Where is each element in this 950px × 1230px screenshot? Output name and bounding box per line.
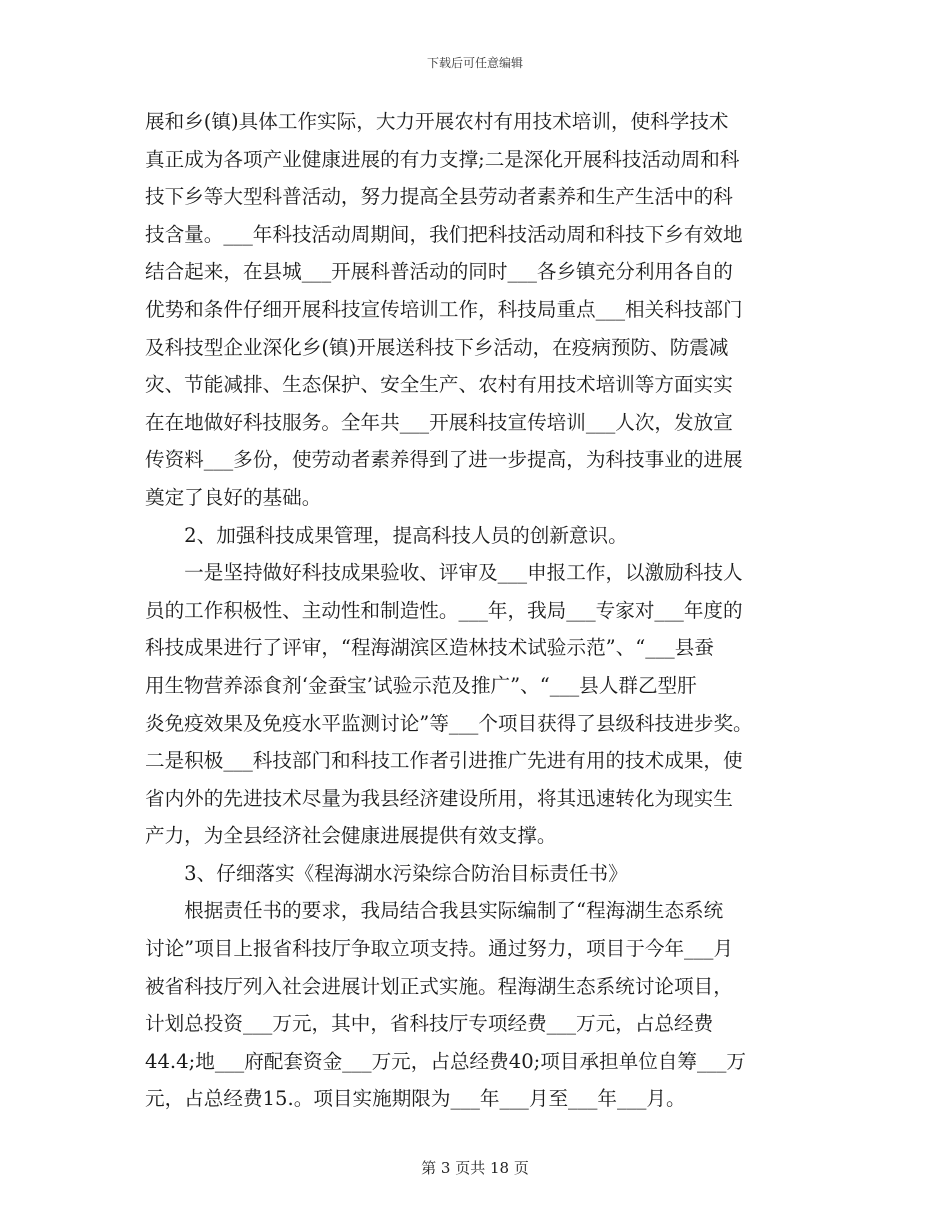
body-line: 结合起来，在县城___开展科普活动的同时___各乡镇充分利用各自的 [145,260,733,284]
body-line: 及科技型企业深化乡(镇)开展送科技下乡活动，在疫病预防、防震减 [145,335,729,359]
body-line: 产力，为全县经济社会健康进展提供有效支撑。 [145,824,557,848]
body-line: 技下乡等大型科普活动，努力提高全县劳动者素养和生产生活中的科 [145,185,733,209]
page-number: 第 3 页共 18 页 [421,1159,529,1177]
body-line: 用生物营养添食剂‘金蚕宝’试验示范及推广”、“___县人群乙型肝 [145,673,697,697]
body-line: 被省科技厅列入社会进展计划正式实施。程海湖生态系统讨论项目， [145,974,733,998]
body-line: 技含量。___年科技活动周期间，我们把科技活动周和科技下乡有效地 [145,222,743,246]
document-body [145,103,815,1118]
body-line: 根据责任书的要求，我局结合我县实际编制了“程海湖生态系统 [145,899,724,923]
body-line: 省内外的先进技术尽量为我县经济建设所用，将其迅速转化为现实生 [145,786,733,810]
body-line: 在在地做好科技服务。全年共___开展科技宣传培训___人次，发放宣 [145,410,733,434]
body-line: 优势和条件仔细开展科技宣传培训工作，科技局重点___相关科技部门 [145,297,743,321]
body-line: 员的工作积极性、主动性和制造性。___年，我局___专家对___年度的 [145,598,743,622]
body-line: 真正成为各项产业健康进展的有力支撑;二是深化开展科技活动周和科 [145,147,740,171]
section-heading: 3、仔细落实《程海湖水污染综合防治目标责任书》 [145,861,628,885]
body-line: 讨论”项目上报省科技厅争取立项支持。通过努力，项目于今年___月 [145,937,734,961]
body-line: 灾、节能减排、生态保护、安全生产、农村有用技术培训等方面实实 [145,373,733,397]
page-header: 下载后可任意编辑 [426,56,523,70]
body-line: 奠定了良好的基础。 [145,485,322,509]
body-line: 计划总投资___万元，其中，省科技厅专项经费___万元，占总经费 [145,1012,714,1036]
body-line: 科技成果进行了评审，“程海湖滨区造林技术试验示范”、“___县蚕 [145,636,714,660]
section-heading: 2、加强科技成果管理，提高科技人员的创新意识。 [145,523,628,547]
body-line: 一是坚持做好科技成果验收、评审及___申报工作，以激励科技人 [145,561,743,585]
body-line: 44.4;地___府配套资金___万元，占总经费40;项目承担单位自筹___万 [145,1049,746,1073]
body-line: 二是积极___科技部门和科技工作者引进推广先进有用的技术成果，使 [145,749,743,773]
body-line: 传资料___多份，使劳动者素养得到了进一步提高，为科技事业的进展 [145,448,743,472]
body-line: 元，占总经费15.。项目实施期限为___年___月至___年___月。 [145,1087,686,1111]
body-line: 展和乡(镇)具体工作实际，大力开展农村有用技术培训，使科学技术 [145,110,729,133]
body-line: 炎免疫效果及免疫水平监测讨论”等___个项目获得了县级科技进步奖。 [145,711,753,735]
